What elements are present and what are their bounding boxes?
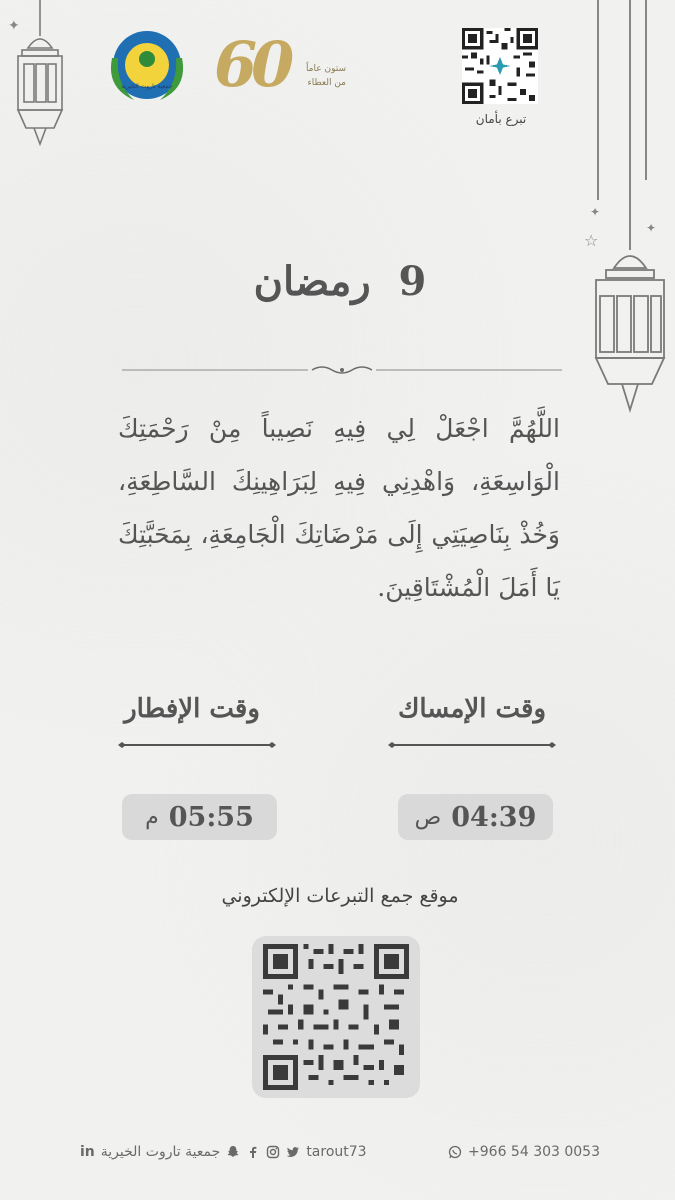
footer-bar (80, 1140, 600, 1164)
footer-contact (448, 1144, 600, 1160)
org-name: جمعية تاروت الخيرية (100, 1144, 221, 1160)
social-handle[interactable]: tarout73 (306, 1144, 367, 1160)
iftar-time-box (122, 794, 277, 840)
imsak-time-value: 04:39 (451, 801, 537, 833)
iftar-label: وقت الإفطار (124, 694, 260, 724)
linkedin-icon[interactable]: in (80, 1144, 95, 1160)
svg-text:✦: ✦ (646, 221, 657, 235)
svg-text:✦: ✦ (8, 18, 20, 34)
snapchat-icon[interactable] (226, 1145, 240, 1159)
imsak-time-box (398, 794, 553, 840)
donation-qr-code-top[interactable] (462, 28, 538, 104)
svg-text:✦: ✦ (590, 205, 601, 219)
footer-social (80, 1144, 367, 1160)
sixty-number: 60 (214, 28, 289, 101)
facebook-icon[interactable] (246, 1145, 260, 1159)
phone-number[interactable]: +966 54 303 0053 (468, 1144, 600, 1160)
sixty-line2: من العطاء (307, 78, 346, 88)
dua-text: اللَّهُمَّ اجْعَلْ لِي فِيهِ نَصِيباً مِنْ رَحْمَتِكَ الْوَاسِعَةِ، وَاهْدِنِي فِيهِ لِبَرَاهِينِكَ السَّاطِعَةِ، وَخُذْ بِنَاصِيَتِي إِلَى مَرْضَاتِكَ الْجَامِعَةِ، بِمَحَبَّتِكَ يَا أَمَلَ الْمُشْتَاقِينَ. (118, 414, 560, 602)
instagram-icon[interactable] (266, 1145, 280, 1159)
whatsapp-icon[interactable] (448, 1145, 462, 1159)
donation-qr-code[interactable] (262, 944, 410, 1090)
sixty-years-logo (214, 28, 346, 101)
lantern-right-icon (570, 0, 675, 420)
iftar-underline (118, 740, 276, 750)
iftar-time-value: 05:55 (168, 801, 254, 833)
iftar-time-unit: م (145, 804, 159, 830)
svg-text:جمعية تاروت الخيرية: جمعية تاروت الخيرية (121, 83, 173, 90)
sixty-line1: ستون عاماً (305, 64, 346, 74)
page-title (230, 258, 450, 305)
lantern-left-icon (0, 0, 80, 150)
imsak-label: وقت الإمساك (397, 694, 547, 724)
imsak-time-unit: ص (414, 804, 442, 830)
ornament-divider (122, 364, 562, 376)
imsak-underline (388, 740, 556, 750)
donation-site-label: موقع جمع التبرعات الإلكتروني (221, 885, 459, 907)
svg-text:☆: ☆ (584, 231, 599, 250)
day-number: 9 (398, 258, 427, 305)
association-emblem-logo (104, 28, 190, 102)
donation-qr-card[interactable] (252, 936, 420, 1098)
qr-caption: تبرع بأمان (475, 112, 527, 126)
twitter-icon[interactable] (286, 1145, 300, 1159)
month-name: رمضان (253, 258, 371, 305)
